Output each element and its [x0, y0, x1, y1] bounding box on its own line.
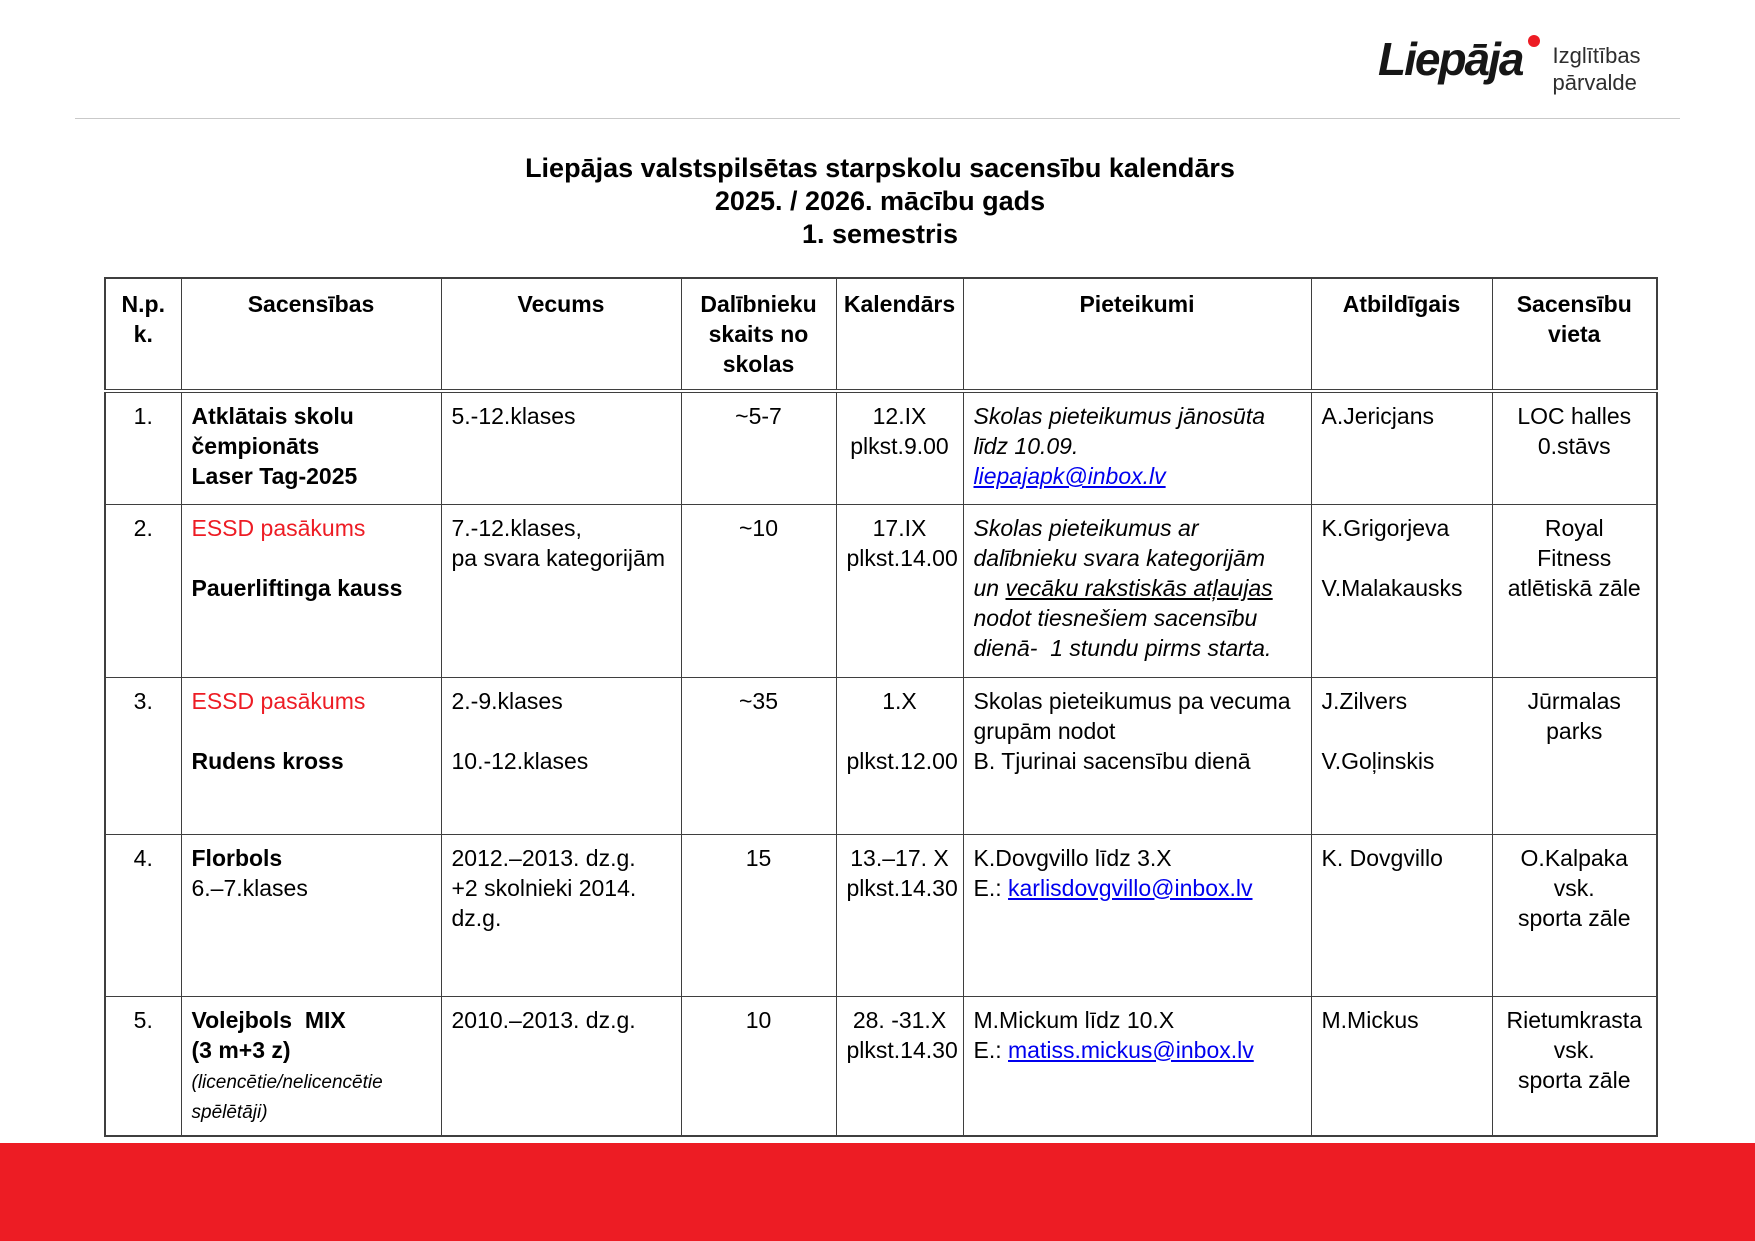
table-cell: [181, 504, 441, 677]
table-cell: [441, 391, 681, 504]
cell-line: [192, 1095, 431, 1125]
table-cell: [181, 834, 441, 996]
table-cell: [963, 391, 1311, 504]
text-segment: plkst.14.00: [846, 544, 958, 571]
cell-line: [116, 401, 171, 431]
table-cell: [681, 504, 836, 677]
text-segment: K.Dovgvillo līdz 3.X: [973, 844, 1172, 871]
cell-line: [847, 716, 953, 746]
text-segment: 3.: [133, 687, 153, 714]
text-segment: grupām nodot: [973, 717, 1116, 744]
cell-line: [846, 543, 958, 573]
header-divider: [75, 118, 1680, 119]
column-header: Atbildīgais: [1311, 278, 1492, 391]
title-line2: 2025. / 2026. mācību gads: [714, 186, 1046, 216]
table-cell: [1311, 504, 1492, 677]
table-cell: [1311, 677, 1492, 834]
text-segment: 4.: [133, 844, 153, 871]
text-segment: Royal: [1544, 514, 1604, 541]
cell-line: [974, 513, 1301, 543]
table-cell: [441, 834, 681, 996]
logo-brand-text: Liepāja: [1378, 33, 1523, 85]
cell-line: [1322, 686, 1482, 716]
text-segment: M.Mickus: [1321, 1006, 1419, 1033]
table-cell: [836, 504, 963, 677]
text-segment: ~35: [738, 687, 778, 714]
table-cell: [836, 391, 963, 504]
cell-line: [846, 1035, 958, 1065]
table-cell: [1492, 677, 1657, 834]
title-line3: 1. semestris: [801, 219, 959, 249]
text-segment: 1.: [133, 403, 153, 429]
table-cell: [681, 677, 836, 834]
column-header: Pieteikumi: [963, 278, 1311, 391]
text-segment: ESSD pasākums: [191, 687, 366, 714]
column-header: Sacensību vieta: [1492, 278, 1657, 391]
cell-line: [974, 401, 1301, 431]
text-segment: Pauerliftinga kauss: [191, 574, 403, 601]
text-segment: dienā- 1 stundu pirms starta.: [973, 634, 1272, 661]
table-cell: [441, 996, 681, 1136]
column-header: Kalendārs: [836, 278, 963, 391]
text-segment: parks: [1546, 717, 1603, 744]
cell-line: [692, 843, 826, 873]
cell-line: [692, 513, 826, 543]
text-segment: K. Dovgvillo: [1321, 844, 1443, 871]
cell-line: [452, 1005, 671, 1035]
cell-line: [192, 401, 431, 431]
cell-line: [692, 686, 826, 716]
text-segment: 12.IX: [872, 403, 927, 429]
cell-line: [974, 746, 1301, 776]
text-segment: un: [973, 574, 1006, 601]
table-cell: [105, 391, 181, 504]
cell-line: [452, 746, 671, 776]
text-segment: Florbols: [191, 844, 283, 871]
table-cell: [105, 677, 181, 834]
text-segment: dz.g.: [451, 904, 502, 931]
text-segment: atlētiskā zāle: [1507, 574, 1641, 601]
text-segment: ~5-7: [735, 403, 782, 429]
column-header: N.p. k.: [105, 278, 181, 391]
cell-line: [974, 843, 1301, 873]
cell-line: [192, 1035, 431, 1065]
cell-line: [1322, 1005, 1482, 1035]
cell-line: [846, 746, 958, 776]
title-line1: Liepājas valstspilsētas starpskolu sacensību kalendārs: [525, 153, 1235, 183]
table-cell: [681, 834, 836, 996]
header-row: [105, 278, 1657, 391]
cell-line: [116, 513, 171, 543]
cell-line: [1503, 1035, 1647, 1065]
column-header: Vecums: [441, 278, 681, 391]
cell-line: [452, 543, 671, 573]
table-cell: [181, 677, 441, 834]
cell-line: [192, 431, 431, 461]
cell-line: [1322, 401, 1482, 431]
email-link[interactable]: karlisdovgvillo@inbox.lv: [1008, 874, 1253, 901]
table-cell: [441, 504, 681, 677]
table-cell: [105, 834, 181, 996]
table-cell: [963, 677, 1311, 834]
cell-line: [847, 686, 953, 716]
cell-line: [1322, 716, 1482, 746]
text-segment: Rietumkrasta: [1506, 1006, 1642, 1033]
cell-line: [192, 873, 431, 903]
logo-dot-icon: [1528, 35, 1540, 47]
cell-line: [1503, 1005, 1647, 1035]
cell-line: [974, 1035, 1301, 1065]
cell-line: [192, 843, 431, 873]
cell-line: [692, 401, 826, 431]
text-segment: (3 m+3 z): [191, 1036, 291, 1063]
cell-line: [192, 1005, 431, 1035]
table-cell: [1492, 834, 1657, 996]
text-segment: O.Kalpaka: [1520, 844, 1628, 871]
text-segment: plkst.9.00: [850, 433, 949, 459]
text-segment: 2012.–2013. dz.g.: [451, 844, 636, 871]
text-segment: Atklātais skolu: [191, 403, 354, 429]
cell-line: [1503, 513, 1647, 543]
cell-line: [1503, 573, 1647, 603]
text-segment: K.Grigorjeva: [1321, 514, 1450, 541]
text-segment: sporta zāle: [1517, 1066, 1631, 1093]
text-segment: 7.-12.klases,: [451, 514, 582, 541]
table-row: [105, 834, 1657, 996]
text-segment: E.:: [973, 874, 1009, 901]
cell-line: [1503, 401, 1647, 431]
table-header: [105, 278, 1657, 391]
table-cell: [836, 677, 963, 834]
cell-line: [1322, 543, 1482, 573]
email-link[interactable]: liepajapk@inbox.lv: [973, 463, 1166, 489]
logo-brand: [1378, 33, 1523, 85]
cell-line: [847, 843, 953, 873]
text-segment: Skolas pieteikumus ar: [973, 514, 1199, 541]
cell-line: [692, 1005, 826, 1035]
text-segment: 5.: [133, 1006, 153, 1033]
table-cell: [181, 996, 441, 1136]
cell-line: [192, 461, 431, 491]
cell-line: [974, 686, 1301, 716]
table-cell: [105, 996, 181, 1136]
cell-line: [1503, 1065, 1647, 1095]
cell-line: [116, 843, 171, 873]
text-segment: plkst.14.30: [846, 874, 958, 901]
table-row: [105, 504, 1657, 677]
text-segment: 2.: [133, 514, 153, 541]
cell-line: [974, 873, 1301, 903]
email-link[interactable]: matiss.mickus@inbox.lv: [1008, 1036, 1254, 1063]
cell-line: [974, 603, 1301, 633]
table-cell: [836, 996, 963, 1136]
cell-line: [452, 903, 671, 933]
cell-line: [452, 401, 671, 431]
cell-line: [1503, 716, 1647, 746]
table-cell: [1492, 996, 1657, 1136]
table-cell: [681, 391, 836, 504]
cell-line: [1503, 543, 1647, 573]
text-segment: plkst.12.00: [846, 747, 958, 774]
text-segment: 0.stāvs: [1537, 433, 1611, 459]
text-segment: Rudens kross: [191, 747, 344, 774]
cell-line: [192, 746, 431, 776]
table-cell: [963, 996, 1311, 1136]
table-body: [105, 391, 1657, 1136]
text-segment: plkst.14.30: [846, 1036, 958, 1063]
text-segment: M.Mickum līdz 10.X: [973, 1006, 1175, 1033]
cell-line: [1503, 843, 1647, 873]
text-segment: E.:: [973, 1036, 1009, 1063]
logo-subtitle-line1: Izglītības: [1552, 43, 1641, 68]
table-cell: [105, 504, 181, 677]
cell-line: [1503, 873, 1647, 903]
cell-line: [974, 633, 1301, 663]
table-cell: [1311, 834, 1492, 996]
cell-line: [1503, 903, 1647, 933]
logo-subtitle-line2: pārvalde: [1552, 70, 1637, 95]
cell-line: [192, 513, 431, 543]
cell-line: [192, 543, 431, 573]
text-segment: līdz 10.09.: [973, 433, 1079, 459]
table-row: [105, 677, 1657, 834]
text-segment: A.Jericjans: [1321, 403, 1434, 429]
text-segment: 6.–7.klases: [191, 874, 308, 901]
cell-line: [974, 431, 1301, 461]
table-cell: [181, 391, 441, 504]
cell-line: [847, 1005, 953, 1035]
table-cell: [1492, 504, 1657, 677]
text-segment: 5.-12.klases: [451, 403, 576, 429]
text-segment: 17.IX: [872, 514, 927, 541]
text-segment: spēlētāji): [191, 1101, 268, 1123]
table-cell: [963, 504, 1311, 677]
cell-line: [192, 686, 431, 716]
cell-line: [847, 401, 953, 431]
cell-line: [452, 716, 671, 746]
cell-line: [1322, 573, 1482, 603]
text-segment: J.Zilvers: [1321, 687, 1408, 714]
text-segment: 2.-9.klases: [451, 687, 563, 714]
text-segment: 2010.–2013. dz.g.: [451, 1006, 636, 1033]
text-segment: 1.X: [882, 687, 917, 714]
text-segment: vsk.: [1553, 874, 1595, 901]
text-segment: Jūrmalas: [1527, 687, 1621, 714]
text-segment: 10.-12.klases: [451, 747, 589, 774]
cell-line: [974, 573, 1301, 603]
cell-line: [974, 543, 1301, 573]
logo-subtitle: [1553, 42, 1641, 96]
table-cell: [836, 834, 963, 996]
text-segment: V.Goļinskis: [1321, 747, 1435, 774]
text-segment: (licencētie/nelicencētie: [191, 1071, 383, 1093]
cell-line: [452, 513, 671, 543]
table-cell: [963, 834, 1311, 996]
cell-line: [452, 843, 671, 873]
text-segment: V.Malakausks: [1321, 574, 1463, 601]
cell-line: [974, 461, 1301, 491]
cell-line: [116, 686, 171, 716]
column-header: Dalībnieku skaits no skolas: [681, 278, 836, 391]
text-segment: nodot tiesnešiem sacensību: [973, 604, 1258, 631]
cell-line: [192, 1065, 431, 1095]
text-segment: pa svara kategorijām: [451, 544, 665, 571]
table-cell: [1492, 391, 1657, 504]
text-segment: Laser Tag-2025: [191, 463, 358, 489]
logo: [1378, 33, 1641, 96]
cell-line: [974, 1005, 1301, 1035]
cell-line: [192, 573, 431, 603]
table-cell: [1311, 996, 1492, 1136]
text-segment: 10: [745, 1006, 772, 1033]
cell-line: [452, 873, 671, 903]
text-segment: vecāku rakstiskās atļaujas: [1005, 574, 1273, 601]
text-segment: sporta zāle: [1517, 904, 1631, 931]
cell-line: [452, 686, 671, 716]
text-segment: dalībnieku svara kategorijām: [973, 544, 1265, 571]
table-row: [105, 391, 1657, 504]
text-segment: ESSD pasākums: [191, 514, 366, 541]
cell-line: [1322, 746, 1482, 776]
text-segment: B. Tjurinai sacensību dienā: [973, 747, 1251, 774]
cell-line: [847, 513, 953, 543]
cell-line: [116, 1005, 171, 1035]
text-segment: čempionāts: [191, 433, 320, 459]
page-title: [104, 152, 1656, 251]
text-segment: Skolas pieteikumus jānosūta: [973, 403, 1265, 429]
cell-line: [1503, 431, 1647, 461]
cell-line: [846, 873, 958, 903]
table-cell: [441, 677, 681, 834]
table-cell: [681, 996, 836, 1136]
footer-red-bar: [0, 1143, 1755, 1241]
cell-line: [974, 716, 1301, 746]
table-row: [105, 996, 1657, 1136]
text-segment: ~10: [738, 514, 778, 541]
cell-line: [1503, 686, 1647, 716]
competition-table: [104, 277, 1658, 1137]
text-segment: vsk.: [1553, 1036, 1595, 1063]
table-cell: [1311, 391, 1492, 504]
text-segment: +2 skolnieki 2014.: [451, 874, 637, 901]
text-segment: 28. -31.X: [852, 1006, 947, 1033]
text-segment: 15: [745, 844, 772, 871]
text-segment: 13.–17. X: [850, 844, 949, 871]
cell-line: [1322, 843, 1482, 873]
text-segment: LOC halles: [1517, 403, 1632, 429]
column-header: Sacensības: [181, 278, 441, 391]
cell-line: [847, 431, 953, 461]
text-segment: Skolas pieteikumus pa vecuma: [973, 687, 1291, 714]
cell-line: [1322, 513, 1482, 543]
text-segment: Volejbols MIX: [191, 1006, 346, 1033]
text-segment: Fitness: [1537, 544, 1612, 571]
cell-line: [192, 716, 431, 746]
